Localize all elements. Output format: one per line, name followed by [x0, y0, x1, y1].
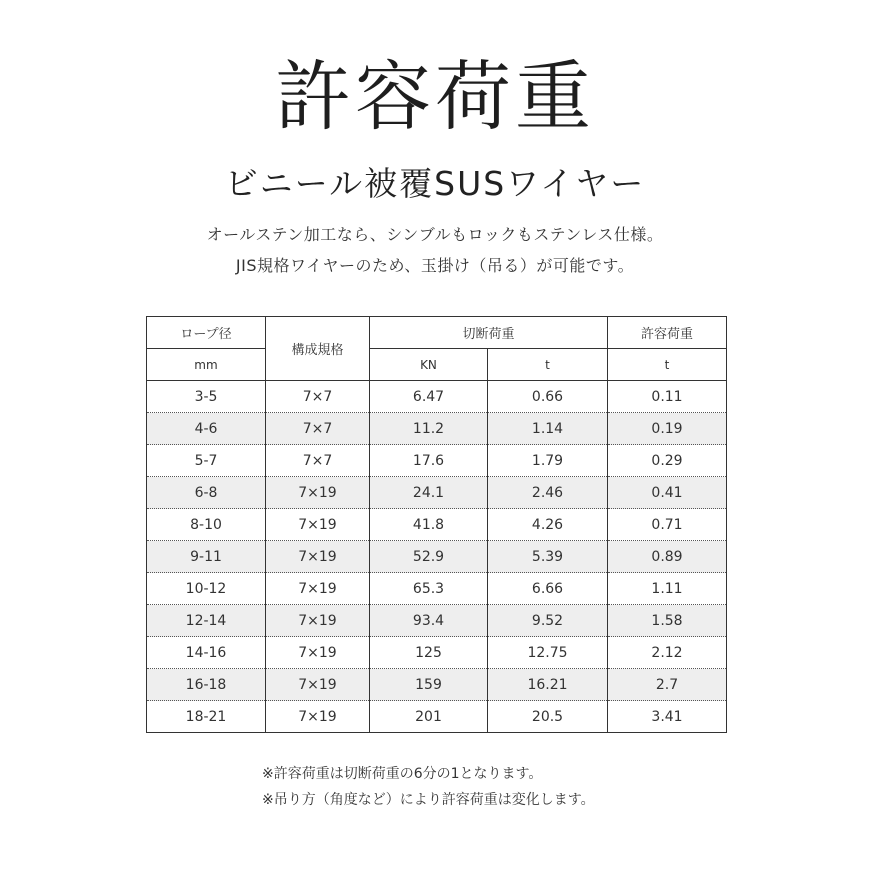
- header-structure: 構成規格: [266, 317, 370, 381]
- cell-rope-diameter: 12-14: [147, 605, 266, 637]
- table-row: [147, 445, 727, 477]
- cell-allowable-load-t: 0.11: [608, 381, 727, 413]
- header-unit-kn: KN: [370, 349, 488, 381]
- cell-allowable-load-t: 2.12: [608, 637, 727, 669]
- cell-breaking-load-t: 2.46: [488, 477, 608, 509]
- header-unit-t-allowable: t: [608, 349, 727, 381]
- cell-structure: 7×19: [266, 541, 370, 573]
- table-row: [147, 541, 727, 573]
- table-row: [147, 509, 727, 541]
- cell-rope-diameter: 5-7: [147, 445, 266, 477]
- table-row: [147, 573, 727, 605]
- cell-breaking-load-t: 1.79: [488, 445, 608, 477]
- header-allowable-load: 許容荷重: [608, 317, 727, 349]
- table-row: [147, 605, 727, 637]
- cell-rope-diameter: 3-5: [147, 381, 266, 413]
- cell-structure: 7×19: [266, 509, 370, 541]
- cell-breaking-load-t: 12.75: [488, 637, 608, 669]
- cell-breaking-load-kn: 125: [370, 637, 488, 669]
- cell-breaking-load-t: 5.39: [488, 541, 608, 573]
- header-unit-t-breaking: t: [488, 349, 608, 381]
- cell-structure: 7×19: [266, 477, 370, 509]
- cell-allowable-load-t: 0.29: [608, 445, 727, 477]
- cell-structure: 7×19: [266, 669, 370, 701]
- table-unit-row: [147, 349, 727, 381]
- table-header-row: [147, 317, 727, 349]
- cell-breaking-load-kn: 11.2: [370, 413, 488, 445]
- table-row: [147, 669, 727, 701]
- cell-breaking-load-kn: 6.47: [370, 381, 488, 413]
- cell-allowable-load-t: 2.7: [608, 669, 727, 701]
- cell-structure: 7×7: [266, 445, 370, 477]
- cell-breaking-load-kn: 17.6: [370, 445, 488, 477]
- cell-structure: 7×7: [266, 413, 370, 445]
- cell-breaking-load-t: 1.14: [488, 413, 608, 445]
- cell-breaking-load-kn: 201: [370, 701, 488, 733]
- cell-breaking-load-kn: 52.9: [370, 541, 488, 573]
- description-line-2: JIS規格ワイヤーのため、玉掛け（吊る）が可能です。: [235, 256, 635, 275]
- page-title: 許容荷重: [275, 52, 595, 141]
- cell-breaking-load-kn: 24.1: [370, 477, 488, 509]
- cell-allowable-load-t: 0.19: [608, 413, 727, 445]
- cell-breaking-load-t: 9.52: [488, 605, 608, 637]
- cell-breaking-load-t: 16.21: [488, 669, 608, 701]
- cell-rope-diameter: 14-16: [147, 637, 266, 669]
- table-row: [147, 477, 727, 509]
- cell-breaking-load-t: 4.26: [488, 509, 608, 541]
- header-breaking-load: 切断荷重: [370, 317, 608, 349]
- table-row: [147, 637, 727, 669]
- cell-structure: 7×19: [266, 637, 370, 669]
- header-unit-mm: mm: [147, 349, 266, 381]
- cell-rope-diameter: 16-18: [147, 669, 266, 701]
- cell-structure: 7×19: [266, 573, 370, 605]
- cell-rope-diameter: 9-11: [147, 541, 266, 573]
- cell-breaking-load-t: 0.66: [488, 381, 608, 413]
- cell-structure: 7×19: [266, 605, 370, 637]
- table-row: [147, 413, 727, 445]
- cell-structure: 7×7: [266, 381, 370, 413]
- cell-breaking-load-kn: 41.8: [370, 509, 488, 541]
- note-line-1: ※許容荷重は切断荷重の6分の1となります。: [262, 766, 543, 782]
- load-spec-table: [146, 316, 727, 733]
- cell-allowable-load-t: 0.71: [608, 509, 727, 541]
- cell-breaking-load-t: 6.66: [488, 573, 608, 605]
- cell-allowable-load-t: 3.41: [608, 701, 727, 733]
- page-subtitle: ビニール被覆SUSワイヤー: [224, 164, 646, 203]
- cell-rope-diameter: 6-8: [147, 477, 266, 509]
- header-rope-diameter: ロープ径: [147, 317, 266, 349]
- table-row: [147, 381, 727, 413]
- cell-allowable-load-t: 0.41: [608, 477, 727, 509]
- description-line-1: オールステン加工なら、シンブルもロックもステンレス仕様。: [206, 225, 664, 244]
- cell-breaking-load-kn: 159: [370, 669, 488, 701]
- cell-rope-diameter: 8-10: [147, 509, 266, 541]
- cell-rope-diameter: 18-21: [147, 701, 266, 733]
- cell-allowable-load-t: 0.89: [608, 541, 727, 573]
- table-row: [147, 701, 727, 733]
- cell-breaking-load-kn: 93.4: [370, 605, 488, 637]
- cell-allowable-load-t: 1.58: [608, 605, 727, 637]
- cell-breaking-load-t: 20.5: [488, 701, 608, 733]
- cell-allowable-load-t: 1.11: [608, 573, 727, 605]
- note-line-2: ※吊り方（角度など）により許容荷重は変化します。: [262, 792, 595, 808]
- cell-structure: 7×19: [266, 701, 370, 733]
- cell-breaking-load-kn: 65.3: [370, 573, 488, 605]
- cell-rope-diameter: 10-12: [147, 573, 266, 605]
- cell-rope-diameter: 4-6: [147, 413, 266, 445]
